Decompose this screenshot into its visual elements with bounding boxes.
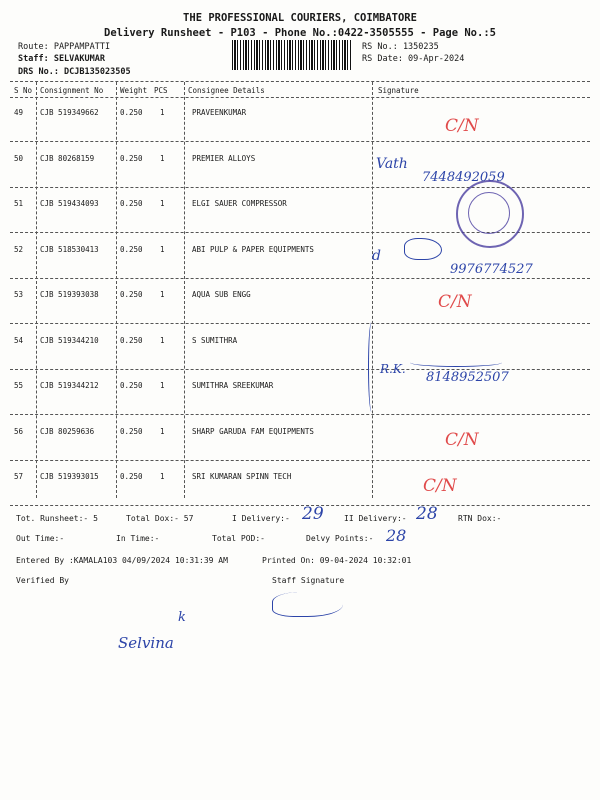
col-header-consignee: Consignee Details xyxy=(188,86,265,95)
row-pcs: 1 xyxy=(160,472,165,481)
row-consignment-no: CJB 519393038 xyxy=(40,290,99,299)
row-consignment-no: CJB 519344210 xyxy=(40,336,99,345)
row-consignment-no: CJB 518530413 xyxy=(40,245,99,254)
table-top-rule xyxy=(10,81,590,82)
stamp-inner-ring xyxy=(468,192,510,234)
row-consignee: PRAVEENKUMAR xyxy=(192,108,247,117)
row-weight: 0.250 xyxy=(120,290,143,299)
handwritten-bracket-stroke xyxy=(368,322,375,412)
row-separator xyxy=(10,414,590,415)
row-consignment-no: CJB 80259636 xyxy=(40,427,95,436)
row-pcs: 1 xyxy=(160,199,165,208)
total-dox: Total Dox:- 57 xyxy=(126,514,194,523)
col-header-consignment: Consignment No xyxy=(40,86,104,95)
rs-date: RS Date: 09-Apr-2024 xyxy=(362,54,465,64)
handwritten-mark-52: d xyxy=(372,248,381,264)
col-divider xyxy=(36,82,37,498)
row-separator xyxy=(10,505,590,506)
table-header-rule xyxy=(10,97,590,98)
handwritten-signature-55: R.K. xyxy=(380,362,406,376)
row-consignment-no: CJB 519434093 xyxy=(40,199,99,208)
runsheet-subtitle: Delivery Runsheet - P103 - Phone No.:0422-3505555 - Page No.:5 xyxy=(104,27,496,39)
handwritten-mark-k: k xyxy=(178,610,186,625)
row-sno: 55 xyxy=(14,381,24,390)
verifier-signature: Selvina xyxy=(118,634,174,652)
row-pcs: 1 xyxy=(160,245,165,254)
row-sno: 54 xyxy=(14,336,24,345)
row-separator xyxy=(10,141,590,142)
verified-by: Verified By xyxy=(16,576,69,585)
rs-number: RS No.: 1350235 xyxy=(362,42,439,52)
handwritten-cn-56: C/N xyxy=(445,430,479,450)
ii-delivery-value: 28 xyxy=(416,504,438,524)
row-sno: 51 xyxy=(14,199,24,208)
row-sno: 56 xyxy=(14,427,24,436)
tot-runsheet: Tot. Runsheet:- 5 xyxy=(16,514,98,523)
route-label: Route: PAPPAMPATTI xyxy=(18,42,111,52)
row-consignee: SUMITHRA SREEKUMAR xyxy=(192,381,274,390)
row-sno: 57 xyxy=(14,472,24,481)
row-consignee: SRI KUMARAN SPINN TECH xyxy=(192,472,292,481)
handwritten-phone-52: 9976774527 xyxy=(450,262,533,277)
row-weight: 0.250 xyxy=(120,245,143,254)
row-sno: 52 xyxy=(14,245,24,254)
staff-label: Staff: SELVAKUMAR xyxy=(18,54,105,64)
row-sno: 53 xyxy=(14,290,24,299)
delvy-points-label: Delvy Points:- xyxy=(306,534,374,543)
staff-signature-scribble xyxy=(272,592,343,617)
handwritten-cn-57: C/N xyxy=(423,476,457,496)
row-consignee: ABI PULP & PAPER EQUIPMENTS xyxy=(192,245,314,254)
row-consignee: AQUA SUB ENGG xyxy=(192,290,251,299)
row-weight: 0.250 xyxy=(120,427,143,436)
handwritten-scribble-52 xyxy=(404,238,442,260)
row-weight: 0.250 xyxy=(120,154,143,163)
row-pcs: 1 xyxy=(160,336,165,345)
handwritten-phone-55: 8148952507 xyxy=(426,370,509,385)
row-weight: 0.250 xyxy=(120,472,143,481)
row-separator xyxy=(10,278,590,279)
row-weight: 0.250 xyxy=(120,108,143,117)
row-consignment-no: CJB 519393015 xyxy=(40,472,99,481)
row-sno: 49 xyxy=(14,108,24,117)
row-separator xyxy=(10,460,590,461)
col-header-weight: Weight xyxy=(120,86,148,95)
col-divider xyxy=(372,82,373,498)
row-pcs: 1 xyxy=(160,427,165,436)
handwritten-phone-50: 7448492059 xyxy=(422,170,505,185)
row-consignment-no: CJB 519344212 xyxy=(40,381,99,390)
out-time: Out Time:- xyxy=(16,534,65,543)
barcode xyxy=(232,40,352,70)
handwritten-cn-53: C/N xyxy=(438,292,472,312)
in-time: In Time:- xyxy=(116,534,160,543)
printed-on: Printed On: 09-04-2024 10:32:01 xyxy=(262,556,412,565)
col-divider xyxy=(116,82,117,498)
i-delivery-label: I Delivery:- xyxy=(232,514,290,523)
col-divider xyxy=(184,82,185,498)
rtn-dox: RTN Dox:- xyxy=(458,514,502,523)
i-delivery-value: 29 xyxy=(302,504,324,524)
company-stamp xyxy=(456,180,524,248)
handwritten-signature-50: Vath xyxy=(376,156,408,172)
row-consignee: PREMIER ALLOYS xyxy=(192,154,256,163)
row-pcs: 1 xyxy=(160,381,165,390)
row-weight: 0.250 xyxy=(120,381,143,390)
col-header-pcs: PCS xyxy=(154,86,168,95)
handwritten-underline-55 xyxy=(410,358,502,367)
row-pcs: 1 xyxy=(160,154,165,163)
row-pcs: 1 xyxy=(160,108,165,117)
ii-delivery-label: II Delivery:- xyxy=(344,514,407,523)
row-consignment-no: CJB 519349662 xyxy=(40,108,99,117)
total-pod: Total POD:- xyxy=(212,534,265,543)
row-consignment-no: CJB 80268159 xyxy=(40,154,95,163)
col-header-signature: Signature xyxy=(378,86,419,95)
handwritten-cn-49: C/N xyxy=(445,116,479,136)
row-weight: 0.250 xyxy=(120,199,143,208)
drs-number: DRS No.: DCJB135023505 xyxy=(18,67,131,77)
row-consignee: SHARP GARUDA FAM EQUIPMENTS xyxy=(192,427,314,436)
delvy-points-value: 28 xyxy=(386,526,407,545)
entered-by: Entered By :KAMALA103 04/09/2024 10:31:39 AM xyxy=(16,556,228,565)
row-weight: 0.250 xyxy=(120,336,143,345)
row-sno: 50 xyxy=(14,154,24,163)
staff-signature-label: Staff Signature xyxy=(272,576,345,585)
company-title: THE PROFESSIONAL COURIERS, COIMBATORE xyxy=(183,12,417,24)
row-consignee: ELGI SAUER COMPRESSOR xyxy=(192,199,287,208)
row-consignee: S SUMITHRA xyxy=(192,336,238,345)
row-separator xyxy=(10,323,590,324)
row-pcs: 1 xyxy=(160,290,165,299)
col-header-sno: S No xyxy=(14,86,33,95)
